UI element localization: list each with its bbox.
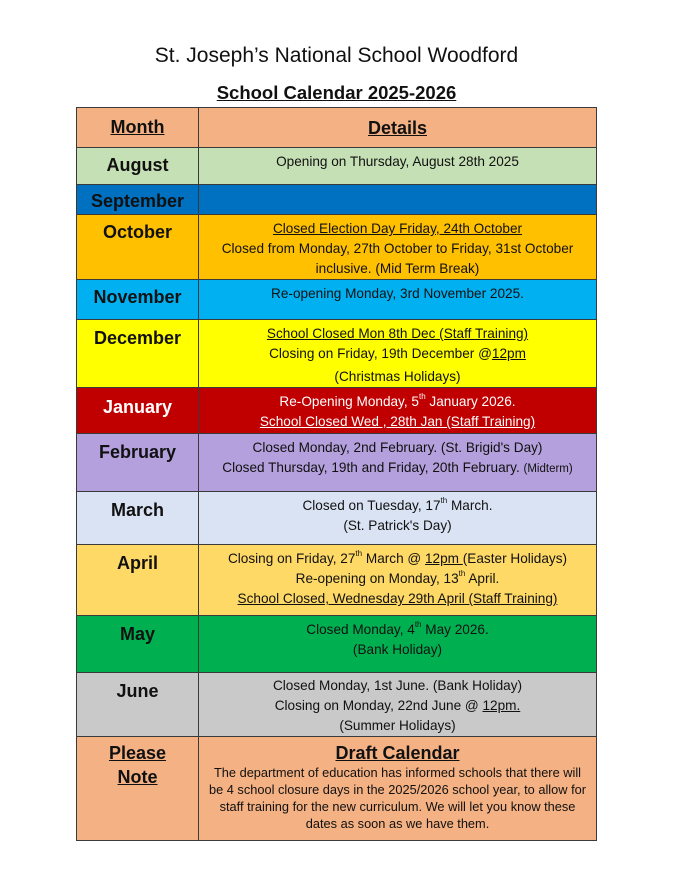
row-march (77, 492, 597, 545)
detail-text: Closed Thursday, 19th and Friday, 20th February. (222, 460, 524, 475)
detail-line: Closed Monday, 2nd February. (St. Brigid's Day) (252, 440, 543, 455)
month-cell-june (77, 673, 199, 737)
detail-text: Re-opening on Monday, 13 (295, 571, 459, 586)
detail-text: Closing on Friday, 27 (227, 551, 356, 566)
detail-text: 12pm. (482, 698, 521, 713)
details-cell-november (199, 280, 597, 320)
detail-sup: th (414, 620, 422, 630)
details-cell-october (199, 215, 597, 280)
month-name: March (110, 500, 164, 520)
detail-text: Closing on Friday, 19th December @ (269, 346, 492, 361)
detail-line (199, 388, 596, 412)
detail-line: Re-opening Monday, 3rd November 2025. (271, 286, 524, 301)
detail-line: (Bank Holiday) (352, 642, 443, 657)
note-heading: Draft Calendar (335, 743, 460, 763)
details-cell-june (199, 673, 597, 737)
detail-line: School Closed Wed , 28th Jan (Staff Training) (259, 414, 536, 429)
detail-text: May 2026. (421, 622, 489, 637)
detail-line: (Christmas Holidays) (334, 369, 461, 384)
month-cell-september (77, 185, 199, 215)
details-cell-august (199, 148, 597, 185)
month-name: May (119, 624, 155, 644)
month-cell-march (77, 492, 199, 545)
detail-text: April. (465, 571, 500, 586)
month-cell-april (77, 545, 199, 616)
note-label-line: Please (108, 743, 167, 763)
month-cell-january (77, 388, 199, 434)
detail-text: 12pm (425, 551, 463, 566)
note-cell (199, 737, 597, 841)
detail-sup: th (440, 496, 448, 506)
month-cell-may (77, 616, 199, 673)
row-january (77, 388, 597, 434)
details-cell-february (199, 434, 597, 492)
month-cell-november (77, 280, 199, 320)
row-february (77, 434, 597, 492)
details-cell-march (199, 492, 597, 545)
detail-line (199, 569, 596, 589)
details-cell-december (199, 320, 597, 388)
month-cell-october (77, 215, 199, 280)
calendar-table (76, 107, 597, 841)
row-september (77, 185, 597, 215)
note-label-line: Note (117, 767, 158, 787)
row-note (77, 737, 597, 841)
month-name: September (90, 191, 185, 211)
detail-line: (Summer Holidays) (339, 718, 456, 733)
details-header-label: Details (367, 117, 428, 138)
detail-line (199, 492, 596, 516)
detail-text: 12pm (491, 346, 526, 361)
calendar-title: School Calendar 2025-2026 (216, 82, 457, 103)
row-october (77, 215, 597, 280)
detail-line (199, 616, 596, 640)
detail-line (199, 545, 596, 569)
detail-text: Closed on Tuesday, 17 (302, 498, 441, 513)
month-name: April (116, 553, 158, 573)
detail-line: Closed from Monday, 27th October to Friday, 31st October (221, 241, 574, 256)
detail-line: Opening on Thursday, August 28th 2025 (276, 154, 519, 169)
detail-text: (Midterm) (523, 463, 573, 475)
detail-line (199, 458, 596, 479)
detail-text: Closing on Monday, 22nd June @ (274, 698, 483, 713)
details-cell-april (199, 545, 597, 616)
month-column-header (77, 108, 199, 148)
month-header-label: Month (110, 117, 165, 137)
detail-line: School Closed Mon 8th Dec (Staff Training) (266, 326, 529, 341)
details-cell-september (199, 185, 597, 215)
row-june (77, 673, 597, 737)
header-row (77, 108, 597, 148)
detail-line: Closed Monday, 1st June. (Bank Holiday) (272, 678, 523, 693)
month-cell-december (77, 320, 199, 388)
school-name: St. Joseph’s National School Woodford (154, 44, 519, 67)
detail-line (199, 696, 596, 716)
detail-sup: th (355, 549, 363, 559)
row-august (77, 148, 597, 185)
note-body: The department of education has informed schools that there will be 4 school closure days in the 2025/2026 school year, to allow for staff training for the new curriculum. We will let you know these dates as soon as we have them. (208, 765, 587, 831)
details-cell-january (199, 388, 597, 434)
detail-sup: th (458, 569, 466, 579)
month-name: August (106, 155, 169, 175)
detail-line: School Closed, Wednesday 29th April (Staff Training) (237, 591, 558, 606)
detail-text: March @ (362, 551, 425, 566)
month-name: October (102, 222, 172, 242)
note-label-cell (77, 737, 199, 841)
row-april (77, 545, 597, 616)
detail-text: January 2026. (425, 394, 516, 409)
month-name: June (116, 681, 159, 701)
detail-line (199, 344, 596, 364)
month-name: November (93, 287, 182, 307)
month-cell-february (77, 434, 199, 492)
month-cell-august (77, 148, 199, 185)
row-may (77, 616, 597, 673)
month-name: February (98, 442, 177, 462)
details-cell-may (199, 616, 597, 673)
row-december (77, 320, 597, 388)
row-november (77, 280, 597, 320)
detail-text: Re-Opening Monday, 5 (279, 394, 419, 409)
month-name: January (102, 397, 173, 417)
detail-text: Closed Monday, 4 (306, 622, 415, 637)
details-column-header (199, 108, 597, 148)
detail-line: Closed Election Day Friday, 24th October (272, 221, 523, 236)
detail-sup: th (418, 392, 426, 402)
detail-line: (St. Patrick's Day) (343, 518, 452, 533)
detail-line: inclusive. (Mid Term Break) (315, 261, 480, 276)
detail-text: (Easter Holidays) (462, 551, 568, 566)
detail-text: March. (447, 498, 493, 513)
month-name: December (93, 328, 182, 348)
